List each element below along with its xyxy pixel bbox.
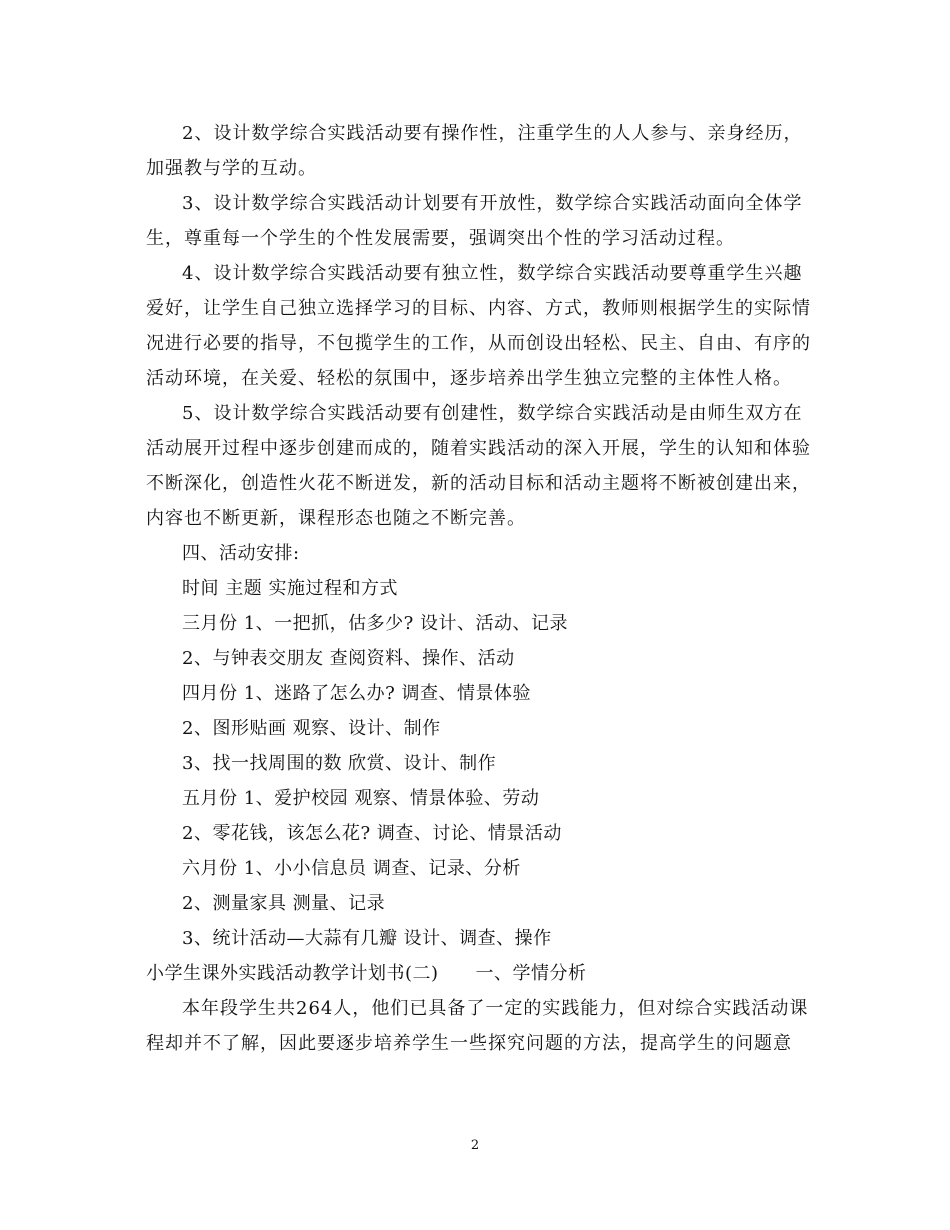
section-heading-activity-schedule: 四、活动安排: — [182, 543, 300, 564]
schedule-line: 2、与钟表交朋友 查阅资料、操作、活动 — [182, 648, 515, 669]
paragraph-operability: 2、设计数学综合实践活动要有操作性，注重学生的人人参与、亲身经历，加强教与学的互动。 — [146, 123, 803, 179]
paragraph-independence: 4、设计数学综合实践活动要有独立性，数学综合实践活动要尊重学生兴趣爱好，让学生自己独立选择学习的目标、内容、方式，教师则根据学生的实际情况进行必要的指导，不包揽学生的工作，从而创设出轻松、民主、自由、有序的活动环境，在关爱、轻松的氛围中，逐步培养出学生独立完整的主体性人格。 — [146, 263, 811, 389]
schedule-line: 3、统计活动—大蒜有几瓣 设计、调查、操作 — [182, 928, 552, 949]
schedule-header: 时间 主题 实施过程和方式 — [182, 578, 398, 599]
schedule-line: 2、零花钱，该怎么花? 调查、讨论、情景活动 — [182, 823, 562, 844]
schedule-line: 四月份 1、迷路了怎么办? 调查、情景体验 — [182, 683, 532, 704]
page-number: 2 — [470, 1138, 480, 1153]
schedule-line: 三月份 1、一把抓，估多少? 设计、活动、记录 — [182, 613, 569, 634]
schedule-line: 2、测量家具 测量、记录 — [182, 893, 386, 914]
paragraph-student-analysis: 本年段学生共264人，他们已具备了一定的实践能力，但对综合实践活动课程却并不了解，因此要逐步培养学生一些探究问题的方法，提高学生的问题意 — [146, 998, 809, 1054]
schedule-line: 3、找一找周围的数 欣赏、设计、制作 — [182, 753, 497, 774]
schedule-line: 六月份 1、小小信息员 调查、记录、分析 — [182, 858, 521, 879]
schedule-line: 2、图形贴画 观察、设计、制作 — [182, 718, 441, 739]
paragraph-openness: 3、设计数学综合实践活动计划要有开放性，数学综合实践活动面向全体学生，尊重每一个学生的个性发展需要，强调突出个性的学习活动过程。 — [146, 193, 803, 249]
next-plan-title: 小学生课外实践活动教学计划书(二) 一、学情分析 — [146, 963, 587, 984]
document-body — [146, 116, 816, 1061]
schedule-line: 五月份 1、爱护校园 观察、情景体验、劳动 — [182, 788, 540, 809]
paragraph-creativity: 5、设计数学综合实践活动要有创建性，数学综合实践活动是由师生双方在活动展开过程中逐步创建而成的，随着实践活动的深入开展，学生的认知和体验不断深化，创造性火花不断迸发，新的活动目标和活动主题将不断被创建出来，内容也不断更新，课程形态也随之不断完善。 — [146, 403, 811, 529]
